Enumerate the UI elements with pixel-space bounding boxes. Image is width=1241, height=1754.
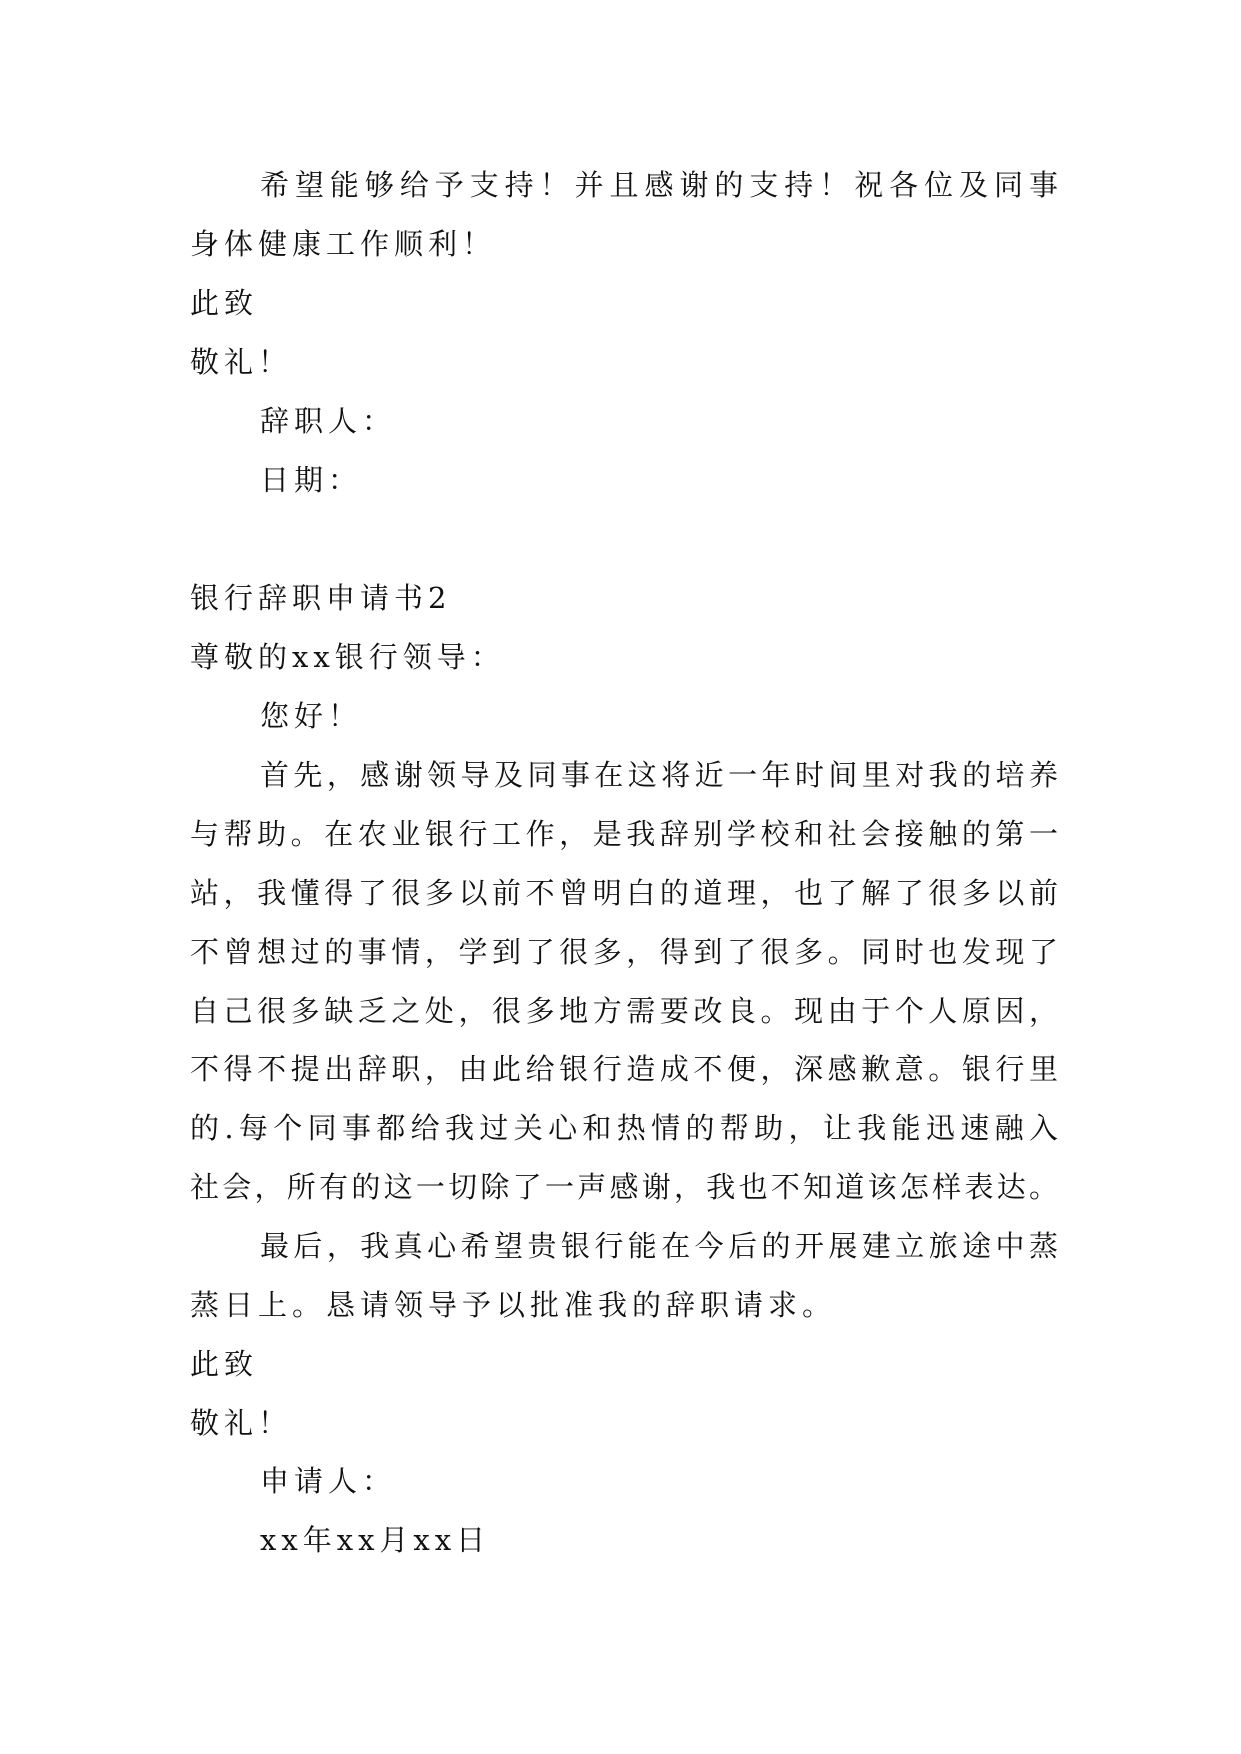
closing-wish-line: 希望能够给予支持！并且感谢的支持！祝各位及同事 <box>260 168 1058 202</box>
body-paragraph-line: 不得不提出辞职，由此给银行造成不便，深感歉意。银行里 <box>190 1052 1058 1086</box>
closing-regards: 敬礼！ <box>190 345 293 379</box>
resigner-label: 辞职人： <box>260 404 397 438</box>
applicant-label: 申请人： <box>260 1464 397 1498</box>
body-paragraph-line: 自己很多缺乏之处，很多地方需要改良。现由于个人原因， <box>190 994 1058 1028</box>
closing-regards: 敬礼！ <box>190 1406 293 1440</box>
body-paragraph-line: 社会，所有的这一切除了一声感谢，我也不知道该怎样表达。 <box>190 1170 1058 1204</box>
recipient-line: 尊敬的xx银行领导： <box>190 640 505 674</box>
body-paragraph-line: 站，我懂得了很多以前不曾明白的道理，也了解了很多以前 <box>190 876 1058 910</box>
signature-date: xx年xx月xx日 <box>260 1523 491 1557</box>
salutation-line: 此致 <box>190 286 259 320</box>
body-paragraph-line: 首先，感谢领导及同事在这将近一年时间里对我的培养 <box>260 758 1058 792</box>
closing-wish-line: 身体健康工作顺利！ <box>190 227 497 261</box>
body-paragraph-line: 蒸日上。恳请领导予以批准我的辞职请求。 <box>190 1288 837 1322</box>
body-paragraph-line: 最后，我真心希望贵银行能在今后的开展建立旅途中蒸 <box>260 1229 1058 1263</box>
date-label: 日期： <box>260 463 363 497</box>
body-paragraph-line: 与帮助。在农业银行工作，是我辞别学校和社会接触的第一 <box>190 817 1058 851</box>
body-paragraph-line: 不曾想过的事情，学到了很多，得到了很多。同时也发现了 <box>190 935 1058 969</box>
body-paragraph-line: 的.每个同事都给我过关心和热情的帮助，让我能迅速融入 <box>190 1111 1058 1145</box>
salutation-line: 此致 <box>190 1347 259 1381</box>
greeting-line: 您好！ <box>260 699 363 733</box>
letter-title: 银行辞职申请书2 <box>190 581 452 615</box>
